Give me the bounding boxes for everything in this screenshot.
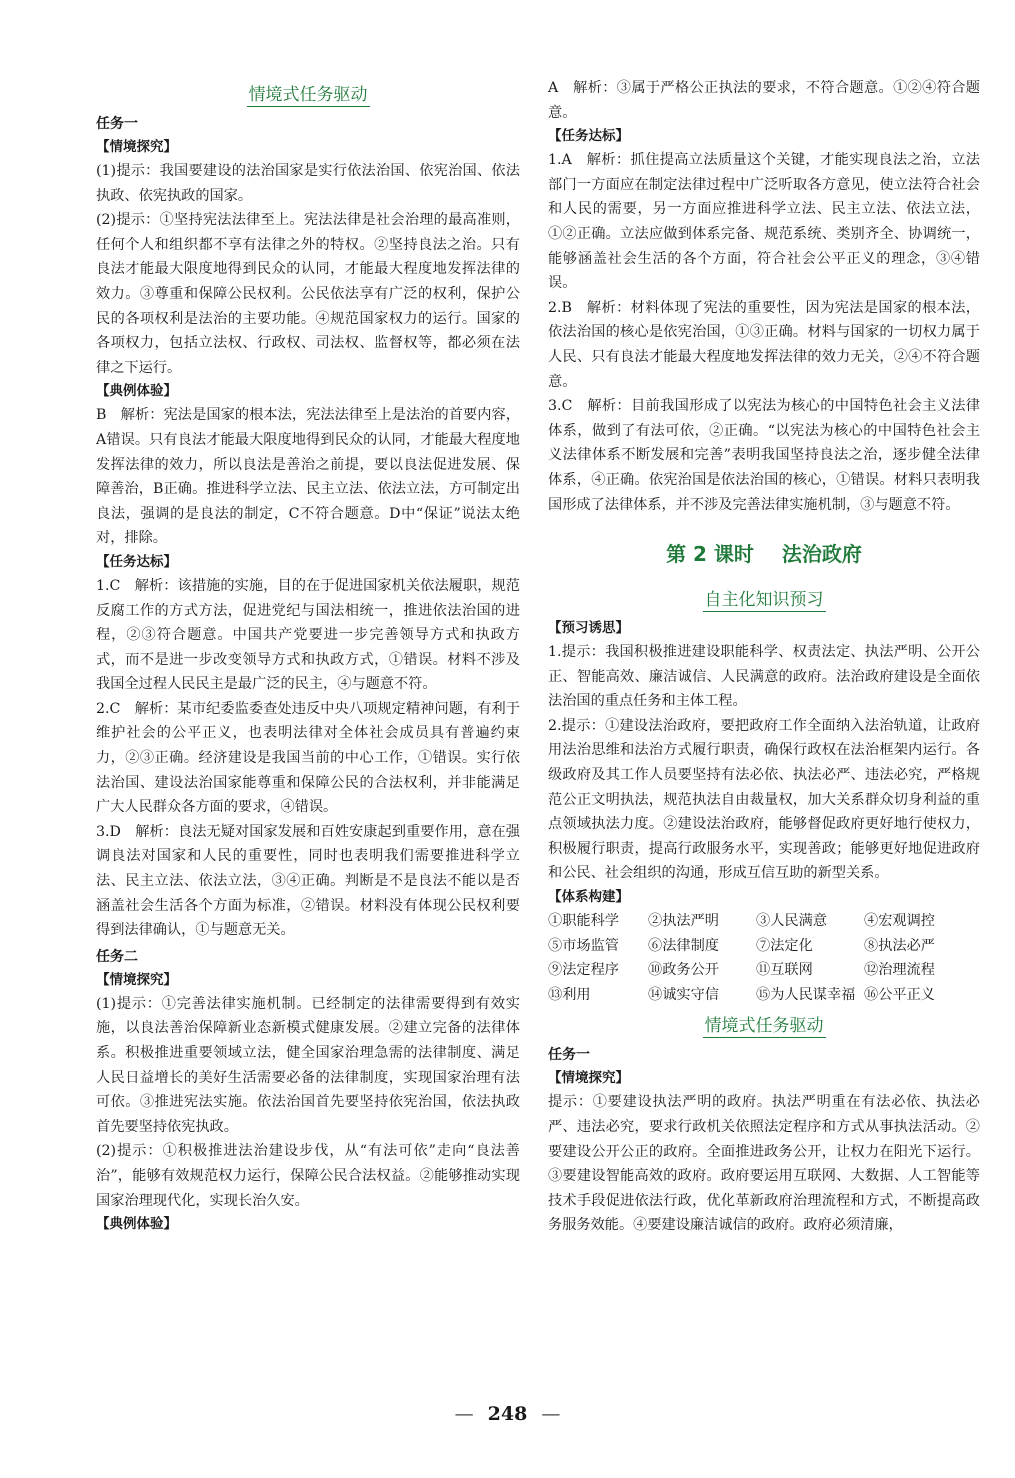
lesson-title (548, 539, 980, 569)
section-heading-preview: 自主化知识预习 (704, 590, 824, 611)
system-item: ⑥法律制度 (648, 937, 719, 954)
task2-hint-2: (2)提示：①积极推进法治建设步伐，从“有法可依”走向“良法善治”，能够有效规范权力运行，保障公民合法权益。②能够推动实现国家治理现代化，实现长治久安。 (96, 1143, 520, 1209)
task-check-item-1: 1.C 解析：该措施的实施，目的在于促进国家机关依法履职，规范反腐工作的方式方法，促进党纪与国法相统一，推进依法治国的进程，②③符合题意。中国共产党要进一步完善领导方式和执政方式，而不是进一步改变领导方式和执政方式，①错误。材料不涉及我国全过程人民民主是最广泛的民主，④与题意不符。 (96, 577, 520, 693)
system-item: ⑩政务公开 (648, 962, 719, 979)
task-check-label-2: 【任务达标】 (548, 128, 629, 145)
scenario-explore-label-2: 【情境探究】 (96, 971, 177, 988)
system-item: ④宏观调控 (864, 913, 935, 930)
system-item: ⑫治理流程 (864, 962, 935, 979)
scenario-explore-label: 【情境探究】 (96, 139, 177, 155)
task2-hint-1: (1)提示：①完善法律实施机制。已经制定的法律需要得到有效实施，以良法善治保障新业态新模式健康发展。②建立完备的法律体系。积极推进重要领域立法，健全国家治理急需的法律制度、满足人民日益增长的美好生活需要必备的法律制度，实现国家治理有法可依。③推进宪法实施。依法治国首先要坚持依宪治国，依法执政首先要坚持依宪执政。 (96, 995, 520, 1135)
task-two-label: 任务二 (96, 948, 138, 965)
scenario-hint: 提示：①要建设执法严明的政府。执法严明重在有法必依、执法必严、违法必究，要求行政机关依照法定程序和方式从事执法活动。②要建设公开公正的政府。全面推进政务公开，让权力在阳光下运行。③要建设智能高效的政府。政府要运用互联网、大数据、人工智能等技术手段促进依法行政，优化革新政府治理流程和方式，不断提高政务服务效能。④要建设廉洁诚信的政府。政府必须清廉， (548, 1094, 980, 1234)
system-item: ⑨法定程序 (548, 962, 619, 979)
section-heading-scenario-2: 情境式任务驱动 (704, 1016, 824, 1037)
right-column (548, 76, 980, 1238)
task-check-item-2: 2.C 解析：某市纪委监委查处违反中央八项规定精神问题，有利于维护社会的公平正义，也表明法律对全体社会成员具有普遍约束力，②③正确。经济建设是我国当前的中心工作，①错误。实行依法治国、建设法治国家能尊重和保障公民的合法权利，并非能满足广大人民群众各方面的要求，④错误。 (96, 700, 520, 816)
preview-item-1: 1.提示：我国积极推进建设职能科学、权责法定、执法严明、公开公正、智能高效、廉洁诚信、人民满意的政府。法治政府建设是全面依法治国的重点任务和主体工程。 (548, 644, 980, 710)
system-item: ⑯公平正义 (864, 986, 935, 1003)
left-column (96, 76, 520, 1236)
task-one-label: 任务一 (96, 116, 138, 132)
task-check-label: 【任务达标】 (96, 553, 177, 570)
lesson-number: 第 2 课时 (666, 542, 754, 567)
example-label-2: 【典例体验】 (96, 1216, 177, 1233)
example-answer-a: A 解析：③属于严格公正执法的要求，不符合题意。①②④符合题意。 (548, 80, 980, 121)
system-item: ⑭诚实守信 (648, 986, 719, 1003)
system-item: ⑧执法必严 (864, 937, 935, 954)
task-check2-item-1: 1.A 解析：抓住提高立法质量这个关键，才能实现良法之治，立法部门一方面应在制定法律过程中广泛听取各方意见，使立法符合社会和人民的需要，另一方面应推进科学立法、民主立法、依法立法，①②正确。立法应做到体系完备、规范系统、类别齐全、协调统一，能够涵盖社会生活的各个方面，符合社会公平正义的理念，③④错误。 (548, 152, 980, 292)
system-build-label: 【体系构建】 (548, 889, 629, 906)
system-item: ①职能科学 (548, 913, 619, 930)
task-one-label-2: 任务一 (548, 1047, 590, 1064)
task-check2-item-2: 2.B 解析：材料体现了宪法的重要性，因为宪法是国家的根本法，依法治国的核心是依宪治国，①③正确。材料与国家的一切权力属于人民、只有良法才能最大程度地发挥法律的效力无关，②④不符合题意。 (548, 299, 980, 390)
example-label: 【典例体验】 (96, 383, 177, 400)
preview-label: 【预习诱思】 (548, 620, 629, 637)
hint-1: (1)提示：我国要建设的法治国家是实行依法治国、依宪治国、依法执政、依宪执政的国家。 (96, 163, 520, 204)
system-item: ⑪互联网 (756, 962, 813, 979)
lesson-name: 法治政府 (781, 542, 862, 567)
scenario-explore-label-3: 【情境探究】 (548, 1070, 629, 1087)
system-item: ⑤市场监管 (548, 937, 619, 954)
preview-item-2: 2.提示：①建设法治政府，要把政府工作全面纳入法治轨道，让政府用法治思维和法治方式履行职责，确保行政权在法治框架内运行。各级政府及其工作人员要坚持有法必依、执法必严、违法必究，严格规范公正文明执法，规范执法自由裁量权，加大关系群众切身利益的重点领域执法力度。②建设法治政府，能够督促政府更好地行使权力，积极履行职责，提高行政服务水平，实现善政；能够更好地促进政府和公民、社会组织的沟通，形成互信互助的新型关系。 (548, 717, 980, 882)
hint-2: (2)提示：①坚持宪法法律至上。宪法法律是社会治理的最高准则，任何个人和组织都不享有法律之外的特权。②坚持良法之治。只有良法才能最大限度地得到民众的认同，才能最大程度地发挥法律的效力。③尊重和保障公民权利。公民依法享有广泛的权利，保护公民的各项权利是法治的主要功能。④规范国家权力的运行。国家的各项权力，包括立法权、行政权、司法权、监督权等，都必须在法律之下运行。 (96, 212, 520, 376)
system-item: ⑮为人民谋幸福 (756, 986, 856, 1003)
system-item: ⑬利用 (548, 986, 591, 1003)
task-check-item-3: 3.D 解析：良法无疑对国家发展和百姓安康起到重要作用，意在强调良法对国家和人民的重要性，同时也表明我们需要推进科学立法、民主立法、依法立法，③④正确。判断是不是良法不能以是否涵盖社会生活各个方面为标准，②错误。材料没有体现公民权利要得到法律确认，①与题意无关。 (96, 823, 520, 939)
system-item: ⑦法定化 (756, 937, 813, 954)
section-heading-scenario: 情境式任务驱动 (248, 85, 368, 105)
example-answer: B 解析：宪法是国家的根本法，宪法法律至上是法治的首要内容，A错误。只有良法才能最大限度地得到民众的认同，才能最大程度地发挥法律的效力，所以良法是善治之前提，要以良法促进发展、保障善治，B正确。推进科学立法、民主立法、依法立法，方可制定出良法，强调的是良法的制定，C不符合题意。D中“保证”说法太绝对，排除。 (96, 407, 520, 547)
page-number: — 248 — (454, 1403, 561, 1425)
system-item: ③人民满意 (756, 913, 827, 930)
system-item: ②执法严明 (648, 913, 719, 930)
task-check2-item-3: 3.C 解析：目前我国形成了以宪法为核心的中国特色社会主义法律体系，做到了有法可依，②正确。“以宪法为核心的中国特色社会主义法律体系不断发展和完善”表明我国坚持良法之治，逐步健全法律体系，④正确。依宪治国是依法治国的核心，①错误。材料只表明我国形成了法律体系，并不涉及完善法律实施机制，③与题意不符。 (548, 398, 980, 513)
system-build-grid (548, 909, 980, 1007)
